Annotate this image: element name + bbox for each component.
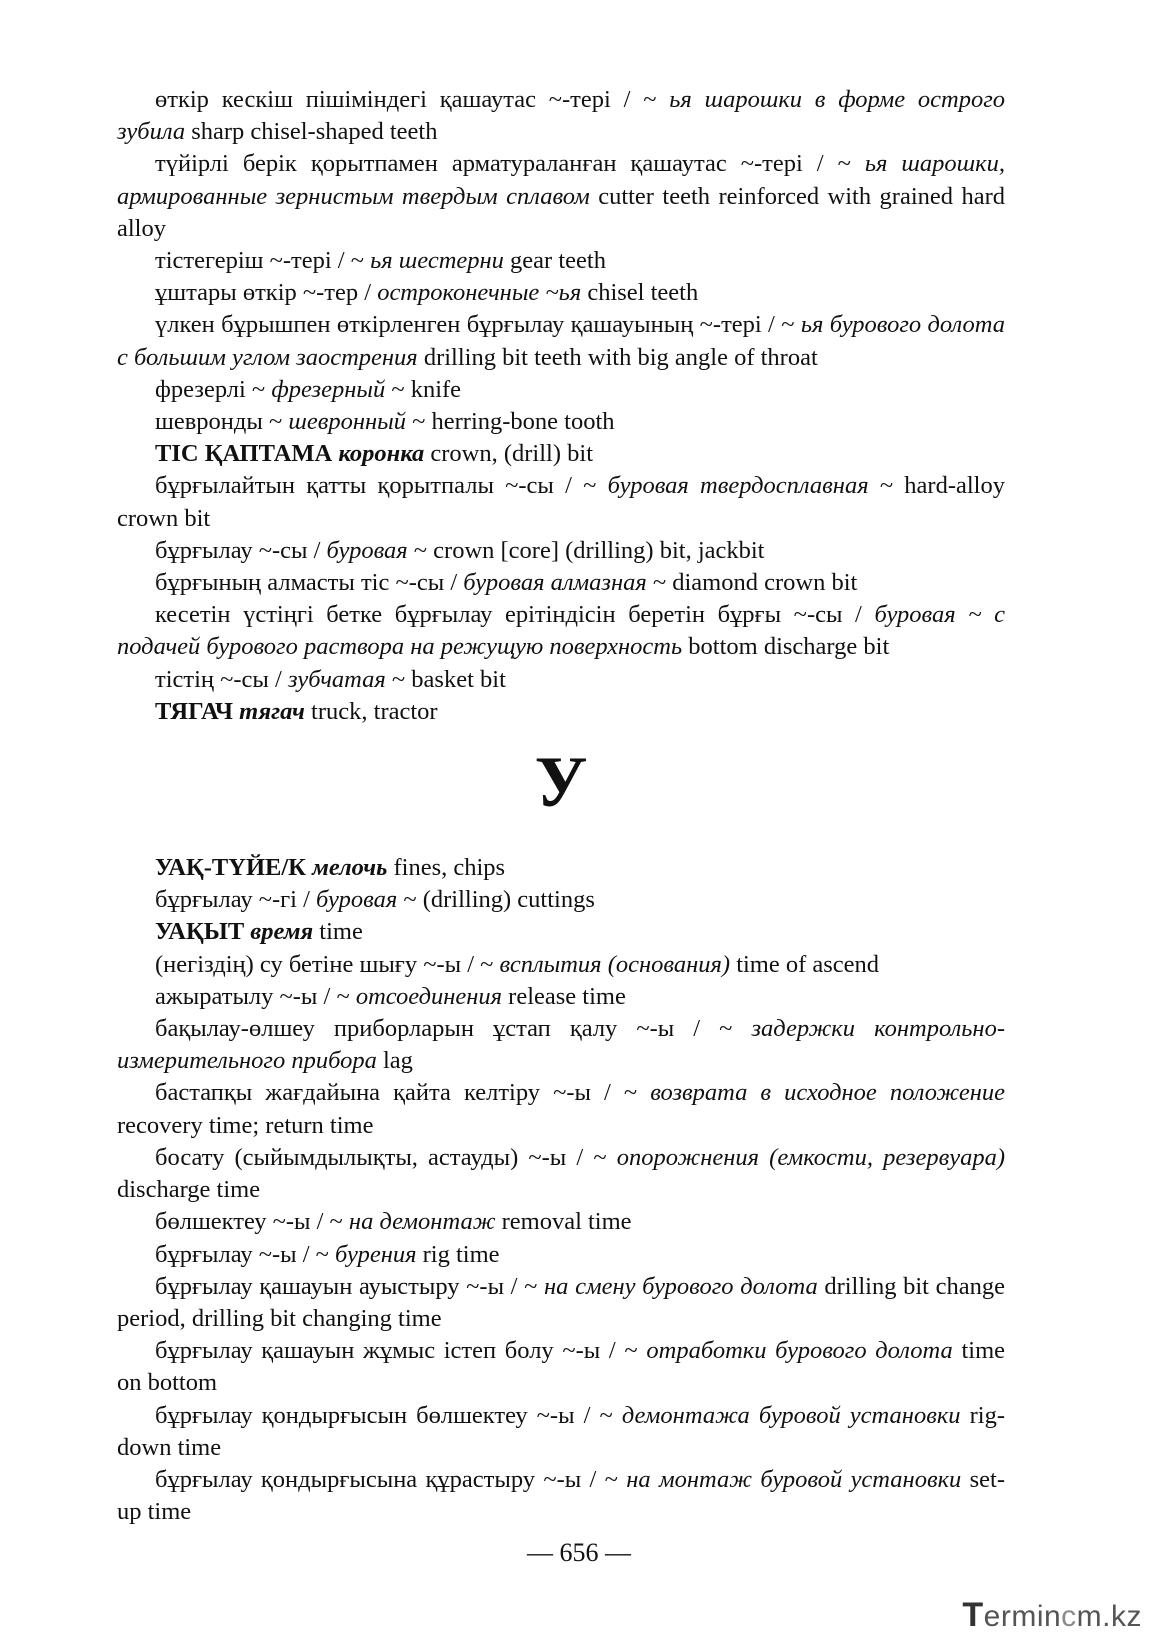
entry-text: time on bottom <box>117 1337 1006 1397</box>
entry-text: бұрғылайтын қатты қорытпалы ~-сы / ~ <box>155 472 608 500</box>
dictionary-entry <box>117 470 1005 534</box>
dictionary-entry <box>117 309 1005 373</box>
entry-text: ~ knife <box>385 375 462 403</box>
entry-text: fines, chips <box>387 854 506 882</box>
russian-translation: остроконечные ~ья <box>377 279 582 307</box>
entry-text: бөлшектеу ~-ы / ~ <box>155 1208 349 1236</box>
headword-russian: мелочь <box>312 854 388 882</box>
dictionary-entry <box>117 949 1005 981</box>
entry-text: set-up time <box>117 1465 1006 1526</box>
russian-translation: отсоединения <box>355 982 503 1010</box>
entry-text: бұрғылау ~-гі / <box>155 886 317 914</box>
entry-text: босату (сыйымдылықты, астауды) ~-ы / ~ <box>155 1143 617 1171</box>
russian-translation: на монтаж буровой установки <box>626 1465 962 1493</box>
entry-text: кесетін үстіңгі бетке бұрғылау ерітіндісін беретін бұрғы ~-сы / <box>155 601 875 629</box>
russian-translation: зубчатая <box>287 665 386 693</box>
dictionary-entry <box>117 277 1005 309</box>
headword: ТІС ҚАПТАМА <box>155 440 339 468</box>
entry-text: recovery time; return time <box>117 1111 374 1139</box>
dictionary-entry <box>117 1239 1005 1271</box>
russian-translation: буровая твердосплавная <box>607 472 869 500</box>
entry-text: өткір кескіш пішіміндегі қашаутас ~-тері / ~ <box>155 86 670 113</box>
entry-text: бұрғылау қондырғысын бөлшектеу ~-ы / ~ <box>155 1401 622 1429</box>
entry-text: бұрғылау ~-сы / <box>155 536 327 564</box>
entry-text: drilling bit teeth with big angle of throat <box>417 343 818 371</box>
dictionary-entry <box>117 1335 1005 1399</box>
entry-text: бұрғылау қашауын ауыстыру ~-ы / ~ <box>155 1272 545 1300</box>
dictionary-entry <box>117 1464 1005 1528</box>
entry-text: removal time <box>495 1208 632 1236</box>
dictionary-entry <box>117 981 1005 1013</box>
entry-text: ~ (drilling) cuttings <box>397 886 595 914</box>
dictionary-entry <box>117 1142 1005 1206</box>
dictionary-entry <box>117 438 1005 470</box>
entry-text: бастапқы жағдайына қайта келтіру ~-ы / ~ <box>155 1079 651 1107</box>
dictionary-entry <box>117 664 1005 696</box>
dictionary-page <box>117 84 1005 1528</box>
entries-after <box>117 852 1005 1528</box>
russian-translation: на демонтаж <box>348 1208 496 1236</box>
headword-russian: время <box>250 918 314 946</box>
entry-text: фрезерлі ~ <box>155 375 272 403</box>
dictionary-entry <box>117 696 1005 728</box>
dictionary-entry <box>117 1206 1005 1238</box>
entry-text: ~ crown [core] (drilling) bit, jackbit <box>407 536 765 564</box>
page-number: — 656 — <box>527 1538 631 1567</box>
termincom-logo: Termincm.kz <box>962 1595 1142 1634</box>
russian-translation: буровая <box>326 536 408 564</box>
entry-text: тістегеріш ~-тері / ~ <box>155 247 371 275</box>
russian-translation: фрезерный <box>271 375 386 403</box>
russian-translation: ья шарошки в форме острого зубила <box>117 86 1006 146</box>
russian-translation: отработки бурового долота <box>646 1337 953 1365</box>
dictionary-entry <box>117 884 1005 916</box>
dictionary-entry <box>117 84 1005 148</box>
russian-translation: возврата в исходное положение <box>650 1079 1005 1107</box>
dictionary-entry <box>117 567 1005 599</box>
russian-translation: буровая алмазная <box>463 569 647 597</box>
entry-text: crown, (drill) bit <box>424 440 594 468</box>
entry-text: ~ herring-bone tooth <box>406 408 615 436</box>
russian-translation: всплытия (основания) <box>499 950 731 978</box>
dictionary-entry <box>117 1077 1005 1141</box>
entry-text: бұрғының алмасты тіс ~-сы / <box>155 569 464 597</box>
headword: УАҚЫТ <box>155 918 251 946</box>
entry-text: бұрғылау қондырғысына құрастыру ~-ы / ~ <box>155 1465 627 1493</box>
dictionary-entry <box>117 406 1005 438</box>
russian-translation: ья шарошки, армированные зернистым твердым сплавом <box>117 150 1005 210</box>
dictionary-entry <box>117 916 1005 948</box>
entries-before <box>117 84 1005 728</box>
entry-text: ~ hard-alloy crown bit <box>117 472 1005 532</box>
entry-text: chisel teeth <box>581 279 699 307</box>
entry-text: cutter teeth reinforced with grained hard alloy <box>117 182 1005 242</box>
dictionary-entry <box>117 1271 1005 1335</box>
entry-text: ~ diamond crown bit <box>646 569 858 597</box>
entry-text: gear teeth <box>503 247 606 275</box>
entry-text: lag <box>376 1047 413 1075</box>
headword: УАҚ-ТҮЙЕ/К <box>155 854 313 882</box>
entry-text: release time <box>502 982 626 1010</box>
headword-russian: коронка <box>338 440 425 468</box>
russian-translation: ья шестерни <box>370 247 504 275</box>
dictionary-entry <box>117 148 1005 245</box>
dictionary-entry <box>117 535 1005 567</box>
entry-text: time <box>313 918 363 946</box>
russian-translation: ья бурового долота с большим углом заострения <box>117 311 1005 371</box>
entry-text: ажыратылу ~-ы / ~ <box>155 982 356 1010</box>
entry-text: truck, tractor <box>304 697 438 725</box>
headword: ТЯГАЧ <box>155 697 240 725</box>
dictionary-entry <box>117 374 1005 406</box>
entry-text: үлкен бұрышпен өткірленген бұрғылау қашауының ~-тері / ~ <box>155 311 801 339</box>
entry-text: ~ basket bit <box>385 665 506 693</box>
section-letter: У <box>534 742 588 823</box>
russian-translation: шевронный <box>288 408 407 436</box>
dictionary-entry <box>117 245 1005 277</box>
entry-text: discharge time <box>117 1176 261 1204</box>
entry-text: drilling bit change period, drilling bit changing time <box>117 1272 1005 1332</box>
russian-translation: буровая <box>316 886 398 914</box>
entry-text: time of ascend <box>730 950 880 978</box>
entry-text: ұштары өткір ~-тер / <box>155 279 378 307</box>
entry-text: rig-down time <box>117 1401 1006 1461</box>
russian-translation: буровая ~ с подачей бурового раствора на режущую поверхность <box>117 601 1005 661</box>
dictionary-entry <box>117 852 1005 884</box>
russian-translation: опорожнения (емкости, резервуара) <box>616 1143 1005 1171</box>
russian-translation: бурения <box>335 1240 417 1268</box>
dictionary-entry <box>117 599 1005 663</box>
entry-text: тістің ~-сы / <box>155 665 288 693</box>
entry-text: түйірлі берік қорытпамен арматураланған қашаутас ~-тері / ~ <box>155 150 865 178</box>
entry-text: bottom discharge bit <box>682 633 890 661</box>
entry-text: sharp chisel-shaped teeth <box>185 118 438 146</box>
dictionary-entry <box>117 1013 1005 1077</box>
entry-text: бұрғылау қашауын жұмыс істеп болу ~-ы / ~ <box>155 1337 647 1365</box>
russian-translation: на смену бурового долота <box>544 1272 818 1300</box>
entry-text: бақылау-өлшеу приборларын ұстап қалу ~-ы / ~ <box>155 1015 752 1043</box>
russian-translation: демонтажа буровой установки <box>621 1401 961 1429</box>
headword-russian: тягач <box>239 697 305 725</box>
watermark-logo <box>962 1595 1142 1634</box>
dictionary-entry <box>117 1400 1005 1464</box>
entry-text: шевронды ~ <box>155 408 289 436</box>
entry-text: rig time <box>416 1240 500 1268</box>
russian-translation: задержки контрольно-измерительного прибора <box>117 1015 1005 1075</box>
entry-text: (негіздің) су бетіне шығу ~-ы / ~ <box>155 950 500 978</box>
entry-text: бұрғылау ~-ы / ~ <box>155 1240 336 1268</box>
